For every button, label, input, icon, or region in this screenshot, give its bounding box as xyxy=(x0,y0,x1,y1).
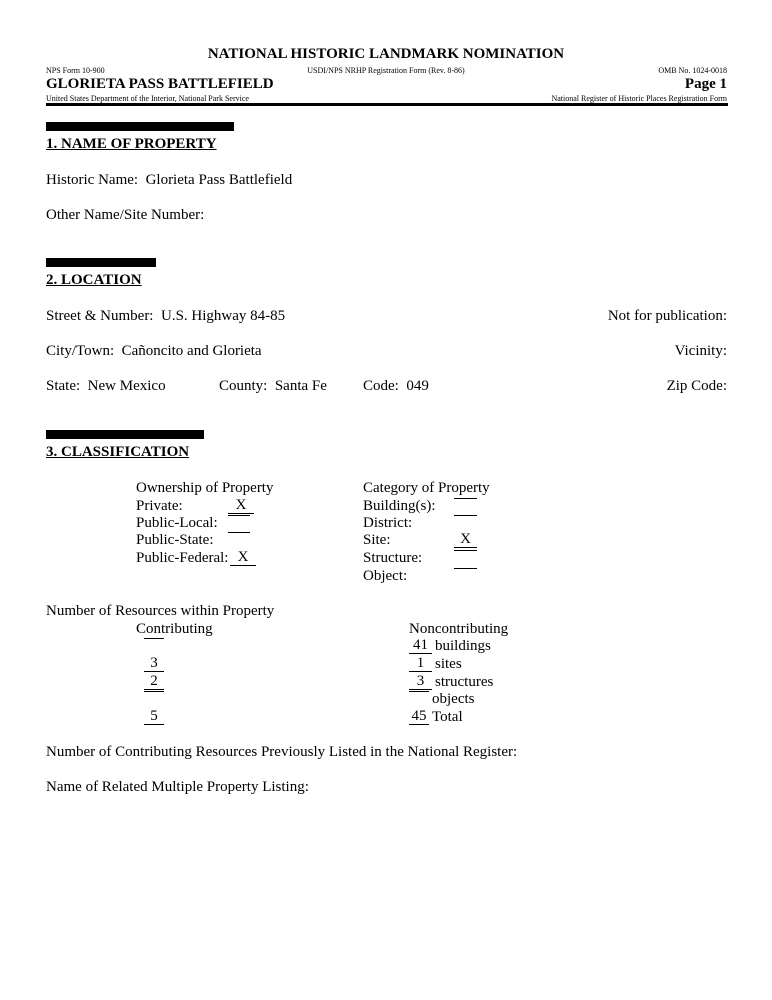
section-1-bar xyxy=(46,122,234,131)
registration-form-label: USDI/NPS NRHP Registration Form (Rev. 8-86) xyxy=(307,66,465,75)
code-value: 049 xyxy=(406,378,429,394)
ownership-mark xyxy=(228,515,250,516)
historic-name-value: Glorieta Pass Battlefield xyxy=(145,172,293,188)
category-row xyxy=(363,550,422,567)
not-for-publication-label: Not for publication: xyxy=(607,308,727,324)
noncontributing-count: 41 xyxy=(409,638,432,654)
code-label: Code: xyxy=(363,378,399,394)
street-label: Street & Number: xyxy=(46,308,154,324)
main-title: NATIONAL HISTORIC LANDMARK NOMINATION xyxy=(207,46,565,62)
property-title: GLORIETA PASS BATTLEFIELD xyxy=(46,76,274,92)
county-row xyxy=(219,378,327,395)
resource-type-label: objects xyxy=(432,691,475,707)
county-value: Santa Fe xyxy=(274,378,327,394)
page-number: Page 1 xyxy=(684,76,727,92)
noncontributing-count: 3 xyxy=(409,674,432,690)
category-mark xyxy=(454,550,477,551)
contributing-count: 2 xyxy=(144,674,164,690)
section-2-title: 2. LOCATION xyxy=(46,272,142,288)
resource-type-label: buildings xyxy=(435,638,491,654)
city-value: Cañoncito and Glorieta xyxy=(121,343,262,359)
related-listing-label: Name of Related Multiple Property Listing: xyxy=(46,779,309,795)
historic-name-label: Historic Name: xyxy=(46,172,139,188)
category-mark xyxy=(454,498,477,499)
category-row xyxy=(363,515,412,532)
street-row xyxy=(46,308,285,325)
contributing-count xyxy=(144,638,164,639)
state-value: New Mexico xyxy=(87,378,166,394)
resource-type-label: sites xyxy=(435,656,462,672)
previously-listed-label: Number of Contributing Resources Previously Listed in the National Register: xyxy=(46,744,518,760)
contributing-count: 3 xyxy=(144,656,164,672)
department-label: United States Department of the Interior, National Park Service xyxy=(46,94,249,103)
category-row xyxy=(363,568,407,585)
category-mark xyxy=(454,515,477,516)
category-label: Object: xyxy=(363,568,408,584)
category-label: Building(s): xyxy=(363,498,436,514)
contributing-count: 5 xyxy=(144,709,164,725)
ownership-row xyxy=(136,550,228,567)
ownership-mark xyxy=(228,532,250,533)
noncontributing-heading: Noncontributing xyxy=(409,621,509,637)
street-value: U.S. Highway 84-85 xyxy=(160,308,286,324)
city-row xyxy=(46,343,262,360)
contributing-count xyxy=(144,691,164,692)
section-3-bar xyxy=(46,430,204,439)
ownership-row xyxy=(136,532,214,549)
ownership-heading: Ownership of Property xyxy=(136,480,274,496)
category-label: District: xyxy=(363,515,413,531)
historic-name-row xyxy=(46,172,292,189)
ownership-mark: X xyxy=(230,550,256,566)
section-3-title: 3. CLASSIFICATION xyxy=(46,444,190,460)
register-form-label: National Register of Historic Places Registration Form xyxy=(551,94,727,103)
ownership-row xyxy=(136,498,183,515)
ownership-label: Private: xyxy=(136,498,183,514)
omb-number: OMB No. 1024-0018 xyxy=(658,66,727,75)
contributing-heading: Contributing xyxy=(136,621,213,637)
category-label: Structure: xyxy=(363,550,423,566)
category-label: Site: xyxy=(363,532,391,548)
section-1-title: 1. NAME OF PROPERTY xyxy=(46,136,217,152)
noncontributing-count xyxy=(409,691,429,692)
resource-type-label: structures xyxy=(435,674,494,690)
state-row xyxy=(46,378,166,395)
other-name-label: Other Name/Site Number: xyxy=(46,207,205,223)
category-row xyxy=(363,532,391,549)
state-label: State: xyxy=(46,378,81,394)
ownership-label: Public-Local: xyxy=(136,515,218,531)
resources-heading: Number of Resources within Property xyxy=(46,603,275,619)
ownership-mark: X xyxy=(228,498,254,514)
ownership-row xyxy=(136,515,218,532)
header-rule xyxy=(46,103,728,106)
ownership-label: Public-Federal: xyxy=(136,550,229,566)
county-label: County: xyxy=(219,378,268,394)
resource-type-label: Total xyxy=(432,709,463,725)
category-heading: Category of Property xyxy=(363,480,490,496)
vicinity-label: Vicinity: xyxy=(674,343,727,359)
noncontributing-count: 45 xyxy=(409,709,429,725)
noncontributing-count: 1 xyxy=(409,656,432,672)
section-2-bar xyxy=(46,258,156,267)
ownership-label: Public-State: xyxy=(136,532,214,548)
category-mark: X xyxy=(454,532,477,548)
category-row xyxy=(363,498,436,515)
city-label: City/Town: xyxy=(46,343,115,359)
form-number: NPS Form 10-900 xyxy=(46,66,105,75)
category-mark xyxy=(454,568,477,569)
code-row xyxy=(363,378,429,395)
zip-code-label: Zip Code: xyxy=(666,378,727,394)
